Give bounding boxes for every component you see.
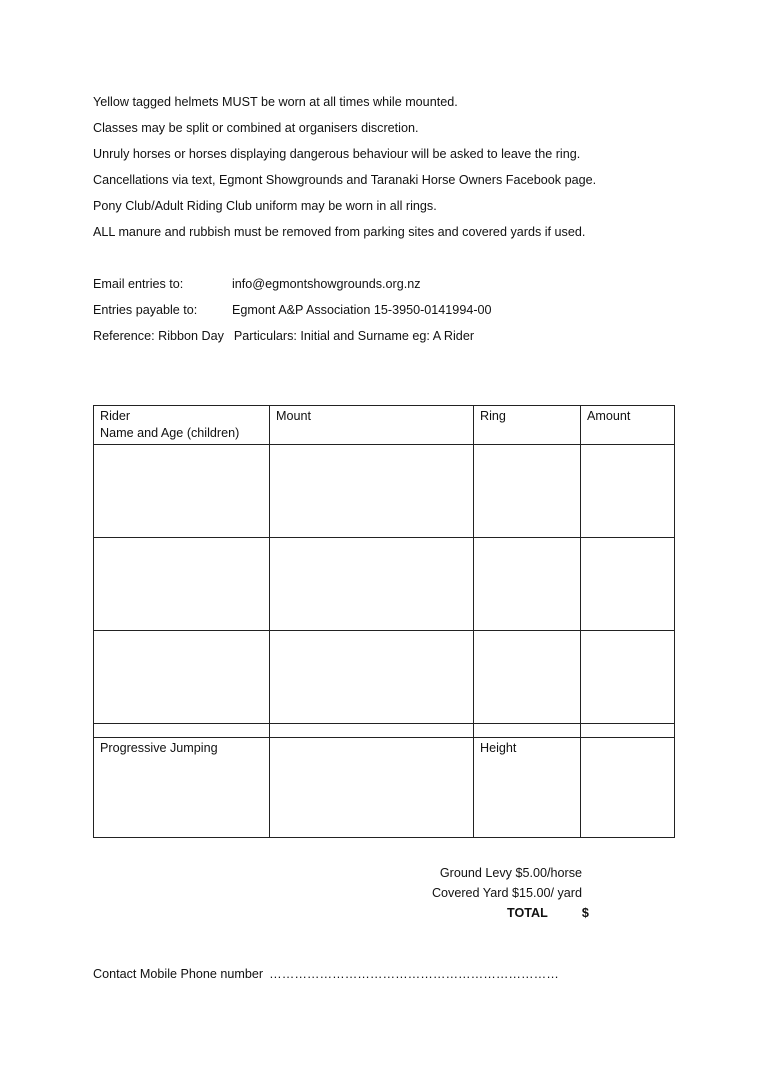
particulars-text: Particulars: Initial and Surname eg: A Rider: [233, 329, 475, 343]
rider-cell[interactable]: [94, 631, 270, 724]
header-ring: Ring: [474, 406, 581, 445]
amount-cell[interactable]: [581, 631, 675, 724]
ground-levy: Ground Levy $5.00/horse: [439, 866, 582, 880]
rule-classes: Classes may be split or combined at organisers discretion.: [93, 121, 419, 135]
table-row: [94, 538, 675, 631]
contact-phone-field[interactable]: ……………………………………………………………: [269, 967, 559, 981]
contact-label: Contact Mobile Phone number: [93, 967, 264, 981]
covered-yard-fee: Covered Yard $15.00/ yard: [431, 886, 582, 900]
email-value: info@egmontshowgrounds.org.nz: [232, 277, 421, 291]
table-row: [94, 724, 675, 738]
progressive-jumping-label: Progressive Jumping: [94, 738, 270, 838]
rule-helmets: Yellow tagged helmets MUST be worn at all times while mounted.: [93, 95, 458, 109]
ring-cell[interactable]: [474, 724, 581, 738]
progressive-jumping-row: [94, 738, 675, 838]
email-entries-line: [93, 277, 421, 291]
payable-value: Egmont A&P Association 15-3950-0141994-00: [232, 303, 492, 317]
header-amount: Amount: [581, 406, 675, 445]
entry-table: [93, 405, 675, 838]
mount-cell[interactable]: [270, 724, 474, 738]
amount-cell[interactable]: [581, 445, 675, 538]
rider-cell[interactable]: [94, 538, 270, 631]
ring-cell[interactable]: [474, 538, 581, 631]
header-rider-line1: Rider: [100, 409, 131, 423]
ring-cell[interactable]: [474, 445, 581, 538]
header-mount: Mount: [270, 406, 474, 445]
height-label: Height: [474, 738, 581, 838]
rider-cell[interactable]: [94, 445, 270, 538]
rule-uniform: Pony Club/Adult Riding Club uniform may be worn in all rings.: [93, 199, 437, 213]
header-rider: [94, 406, 270, 445]
progressive-mount-cell[interactable]: [270, 738, 474, 838]
mount-cell[interactable]: [270, 631, 474, 724]
rule-manure: ALL manure and rubbish must be removed from parking sites and covered yards if used.: [93, 225, 586, 239]
amount-cell[interactable]: [581, 538, 675, 631]
header-rider-line2: Name and Age (children): [100, 426, 240, 440]
payable-label: Entries payable to:: [93, 303, 198, 317]
table-row: [94, 631, 675, 724]
rule-unruly-horses: Unruly horses or horses displaying dangerous behaviour will be asked to leave the ring.: [93, 147, 581, 161]
mount-cell[interactable]: [270, 445, 474, 538]
amount-cell[interactable]: [581, 724, 675, 738]
progressive-amount-cell[interactable]: [581, 738, 675, 838]
total-label: TOTAL: [507, 906, 548, 920]
ring-cell[interactable]: [474, 631, 581, 724]
rule-cancellations: Cancellations via text, Egmont Showgrounds and Taranaki Horse Owners Facebook page.: [93, 173, 597, 187]
table-header-row: [94, 406, 675, 445]
mount-cell[interactable]: [270, 538, 474, 631]
reference-text: Reference: Ribbon Day: [93, 329, 224, 343]
contact-phone-line: [93, 967, 559, 981]
table-row: [94, 445, 675, 538]
rider-cell[interactable]: [94, 724, 270, 738]
total-line: [507, 906, 589, 920]
reference-line: [93, 329, 474, 343]
total-currency: $: [581, 906, 589, 920]
email-label: Email entries to:: [93, 277, 184, 291]
payable-line: [93, 303, 492, 317]
